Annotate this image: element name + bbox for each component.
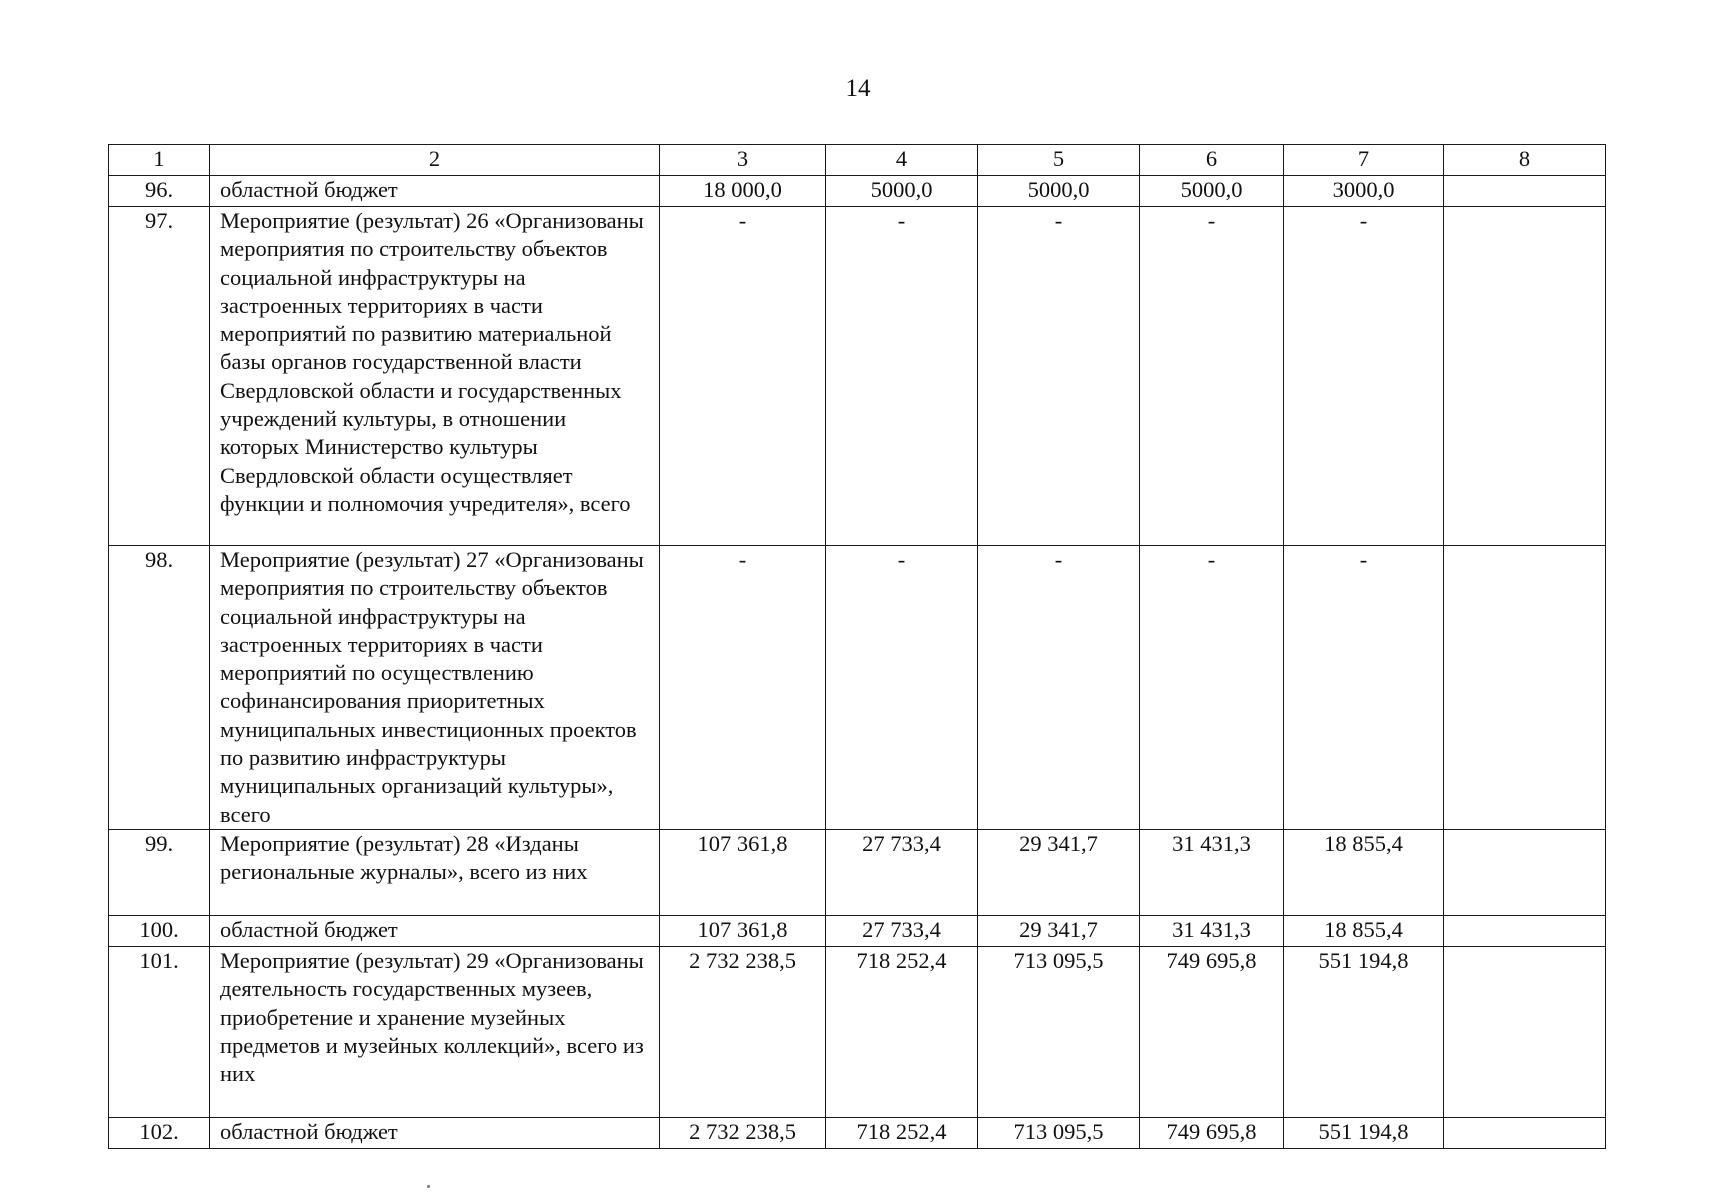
page-number: 14 <box>845 75 871 102</box>
scan-speck <box>427 1185 430 1188</box>
value-cell: 2 732 238,5 <box>660 1118 826 1149</box>
row-number: 101. <box>109 947 210 1118</box>
column-header: 6 <box>1140 145 1284 176</box>
value-cell: - <box>978 207 1140 546</box>
row-name: областной бюджет <box>210 916 660 947</box>
table-row <box>109 546 1606 830</box>
value-cell: 27 733,4 <box>826 830 978 916</box>
value-cell: - <box>1284 207 1444 546</box>
value-cell: 749 695,8 <box>1140 947 1284 1118</box>
table-row <box>109 1118 1606 1149</box>
row-name: Мероприятие (результат) 27 «Организованы мероприятия по строительству объектов социальной инфраструктуры на застроенных территориях в части мероприятий по осуществлению софинансирования приоритетных муниципальных инвестиционных проектов по развитию инфраструктуры муниципальных организаций культуры», всего <box>210 546 660 830</box>
value-cell <box>1444 1118 1606 1149</box>
row-number: 99. <box>109 830 210 916</box>
value-cell: 31 431,3 <box>1140 830 1284 916</box>
table-header-row <box>109 145 1606 176</box>
value-cell <box>1444 916 1606 947</box>
row-name: областной бюджет <box>210 176 660 207</box>
row-number: 102. <box>109 1118 210 1149</box>
value-cell: 5000,0 <box>978 176 1140 207</box>
value-cell: 718 252,4 <box>826 947 978 1118</box>
value-cell: - <box>826 546 978 830</box>
value-cell <box>1444 947 1606 1118</box>
column-header: 7 <box>1284 145 1444 176</box>
value-cell: - <box>660 546 826 830</box>
value-cell: 107 361,8 <box>660 830 826 916</box>
row-name: Мероприятие (результат) 29 «Организованы деятельность государственных музеев, приобретение и хранение музейных предметов и музейных коллекций», всего из них <box>210 947 660 1118</box>
row-number: 96. <box>109 176 210 207</box>
value-cell: 18 855,4 <box>1284 916 1444 947</box>
value-cell: 713 095,5 <box>978 1118 1140 1149</box>
row-name: областной бюджет <box>210 1118 660 1149</box>
value-cell: 551 194,8 <box>1284 1118 1444 1149</box>
column-header: 2 <box>210 145 660 176</box>
table-row <box>109 176 1606 207</box>
value-cell: 18 855,4 <box>1284 830 1444 916</box>
value-cell: 551 194,8 <box>1284 947 1444 1118</box>
table-row <box>109 947 1606 1118</box>
table-row <box>109 830 1606 916</box>
budget-table <box>108 144 1606 1149</box>
value-cell: 27 733,4 <box>826 916 978 947</box>
column-header: 3 <box>660 145 826 176</box>
table-row <box>109 207 1606 546</box>
value-cell: - <box>1140 207 1284 546</box>
value-cell: - <box>1140 546 1284 830</box>
value-cell <box>1444 546 1606 830</box>
value-cell: 31 431,3 <box>1140 916 1284 947</box>
value-cell: 3000,0 <box>1284 176 1444 207</box>
value-cell: 107 361,8 <box>660 916 826 947</box>
value-cell <box>1444 830 1606 916</box>
value-cell: - <box>660 207 826 546</box>
value-cell: 29 341,7 <box>978 830 1140 916</box>
value-cell: 749 695,8 <box>1140 1118 1284 1149</box>
value-cell <box>1444 176 1606 207</box>
value-cell <box>1444 207 1606 546</box>
value-cell: - <box>1284 546 1444 830</box>
row-number: 98. <box>109 546 210 830</box>
value-cell: 713 095,5 <box>978 947 1140 1118</box>
column-header: 8 <box>1444 145 1606 176</box>
value-cell: 5000,0 <box>1140 176 1284 207</box>
value-cell: - <box>826 207 978 546</box>
row-name: Мероприятие (результат) 26 «Организованы мероприятия по строительству объектов социальной инфраструктуры на застроенных территориях в части мероприятий по развитию материальной базы органов государственной власти Свердловской области и государственных учреждений культуры, в отношении которых Министерство культуры Свердловской области осуществляет функции и полномочия учредителя», всего <box>210 207 660 546</box>
row-number: 100. <box>109 916 210 947</box>
column-header: 5 <box>978 145 1140 176</box>
value-cell: 5000,0 <box>826 176 978 207</box>
table-row <box>109 916 1606 947</box>
value-cell: 2 732 238,5 <box>660 947 826 1118</box>
column-header: 4 <box>826 145 978 176</box>
value-cell: 29 341,7 <box>978 916 1140 947</box>
row-number: 97. <box>109 207 210 546</box>
value-cell: 18 000,0 <box>660 176 826 207</box>
value-cell: - <box>978 546 1140 830</box>
value-cell: 718 252,4 <box>826 1118 978 1149</box>
row-name: Мероприятие (результат) 28 «Изданы региональные журналы», всего из них <box>210 830 660 916</box>
column-header: 1 <box>109 145 210 176</box>
